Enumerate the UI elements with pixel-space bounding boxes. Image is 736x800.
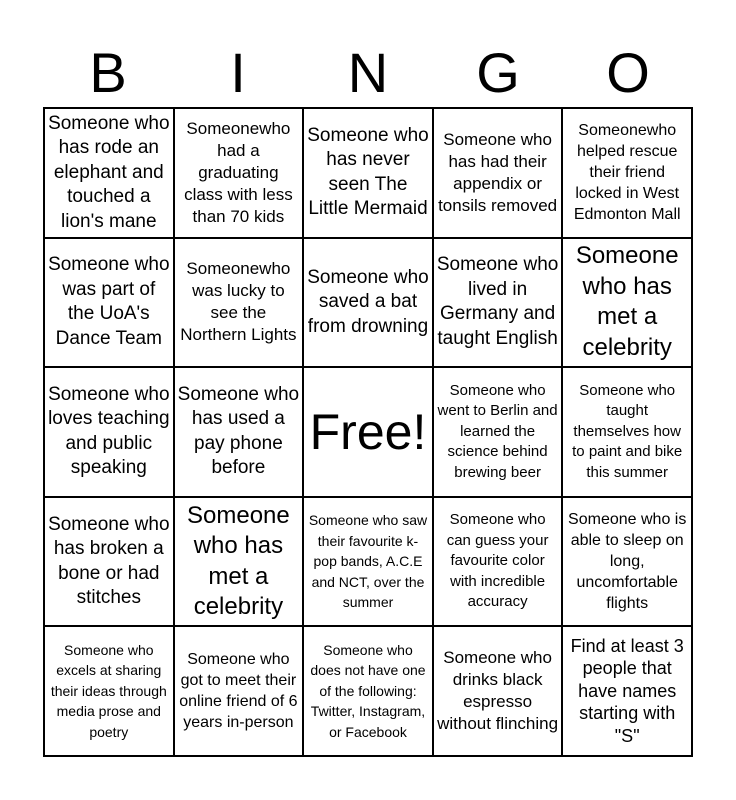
bingo-cell[interactable] — [562, 626, 692, 756]
bingo-cell[interactable] — [433, 367, 563, 497]
cell-text: Someone who lived in Germany and taught English — [436, 254, 559, 349]
bingo-cell[interactable] — [303, 108, 433, 238]
cell-text: Someone who has never seen The Little Mermaid — [307, 124, 429, 220]
bingo-cell[interactable] — [174, 238, 304, 368]
cell-text: Someone who got to meet their online friend of 6 years in-person — [179, 651, 298, 732]
bingo-cell[interactable] — [562, 238, 692, 368]
bingo-cell[interactable] — [433, 108, 563, 238]
bingo-cell[interactable] — [44, 626, 174, 756]
cell-text: Someone who loves teaching and public speaking — [48, 383, 170, 479]
cell-text: Someone who has used a pay phone before — [177, 383, 300, 479]
bingo-cell[interactable] — [562, 108, 692, 238]
bingo-cell[interactable] — [174, 108, 304, 238]
cell-text: Someone who has broken a bone or had stitches — [48, 513, 170, 609]
bingo-cell[interactable] — [44, 238, 174, 368]
bingo-cell[interactable] — [433, 238, 563, 368]
header-letter-b: B — [89, 41, 127, 104]
cell-text: Someone who went to Berlin and learned the science behind brewing beer — [437, 381, 558, 481]
cell-text: Someone who has had their appendix or tonsils removed — [438, 129, 558, 215]
bingo-cell[interactable] — [303, 626, 433, 756]
cell-text: Someonewho helped rescue their friend locked in West Edmonton Mall — [573, 122, 681, 224]
cell-text: Someone who taught themselves how to paint and bike this summer — [572, 381, 683, 481]
cell-text: Someone who does not have one of the following: Twitter, Instagram, or Facebook — [310, 641, 426, 740]
cell-text: Someonewho had a graduating class with less than 70 kids — [184, 118, 293, 226]
bingo-cell[interactable] — [562, 367, 692, 497]
cell-text: Find at least 3 people that have names starting with "S" — [570, 635, 684, 746]
header-letter-o: O — [606, 41, 650, 104]
free-space-text: Free! — [309, 403, 427, 460]
header-letter-n: N — [347, 41, 389, 104]
cell-text: Someone who excels at sharing their ideas through media prose and poetry — [50, 641, 167, 740]
bingo-cell[interactable] — [433, 626, 563, 756]
bingo-header — [43, 40, 693, 106]
bingo-cell[interactable] — [44, 497, 174, 627]
cell-text: Someone who drinks black espresso without flinching — [437, 648, 559, 734]
free-space-cell[interactable] — [303, 367, 433, 497]
bingo-cell[interactable] — [303, 238, 433, 368]
bingo-cell[interactable] — [44, 108, 174, 238]
cell-text: Someone who saved a bat from drowning — [307, 266, 429, 337]
bingo-cell[interactable] — [174, 367, 304, 497]
cell-text: Someone who was part of the UoA's Dance Team — [48, 254, 170, 349]
cell-text: Someone who has rode an elephant and touched a lion's mane — [48, 112, 170, 232]
bingo-cell[interactable] — [44, 367, 174, 497]
cell-text: Someone who has met a celebrity — [575, 242, 679, 361]
cell-text: Someone who is able to sleep on long, uncomfortable flights — [568, 511, 687, 613]
bingo-cell[interactable] — [303, 497, 433, 627]
bingo-cell[interactable] — [433, 497, 563, 627]
cell-text: Someonewho was lucky to see the Northern Lights — [180, 259, 297, 345]
bingo-cell[interactable] — [174, 626, 304, 756]
header-letter-i: I — [230, 41, 246, 104]
bingo-cell[interactable] — [174, 497, 304, 627]
cell-text: Someone who saw their favourite k-pop bands, A.C.E and NCT, over the summer — [308, 512, 428, 611]
cell-text: Someone who can guess your favourite color with incredible accuracy — [446, 511, 549, 611]
header-letter-g: G — [476, 41, 520, 104]
bingo-cell[interactable] — [562, 497, 692, 627]
cell-text: Someone who has met a celebrity — [187, 501, 290, 621]
bingo-grid — [43, 107, 693, 757]
